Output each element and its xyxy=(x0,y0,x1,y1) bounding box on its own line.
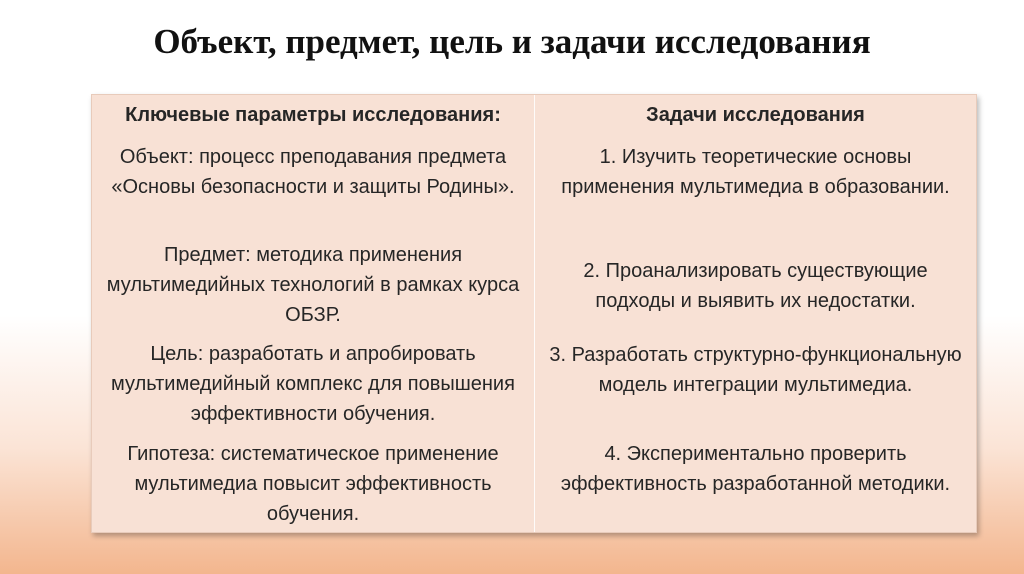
task-4-cell: 4. Экспериментально проверить эффективность разработанной методики. xyxy=(560,443,951,495)
key-parameters-header: Ключевые параметры исследования: xyxy=(125,104,501,126)
research-table xyxy=(91,94,977,533)
research-tasks-header: Задачи исследования xyxy=(646,104,865,126)
subject-cell: Предмет: методика применения мультимедийных технологий в рамках курса ОБЗР. xyxy=(106,244,520,326)
slide-title: Объект, предмет, цель и задачи исследования xyxy=(153,22,871,61)
key-parameters-column xyxy=(92,95,534,532)
research-tasks-column xyxy=(535,95,976,532)
object-cell: Объект: процесс преподавания предмета «Основы безопасности и защиты Родины». xyxy=(111,146,515,198)
hypothesis-cell: Гипотеза: систематическое применение мультимедиа повысит эффективность обучения. xyxy=(127,443,499,525)
task-3-cell: 3. Разработать структурно-функциональную модель интеграции мультимедиа. xyxy=(549,344,962,396)
task-1-cell: 1. Изучить теоретические основы применения мультимедиа в образовании. xyxy=(561,146,950,198)
goal-cell: Цель: разработать и апробировать мультимедийный комплекс для повышения эффективности обучения. xyxy=(111,343,515,425)
task-2-cell: 2. Проанализировать существующие подходы и выявить их недостатки. xyxy=(583,260,928,312)
